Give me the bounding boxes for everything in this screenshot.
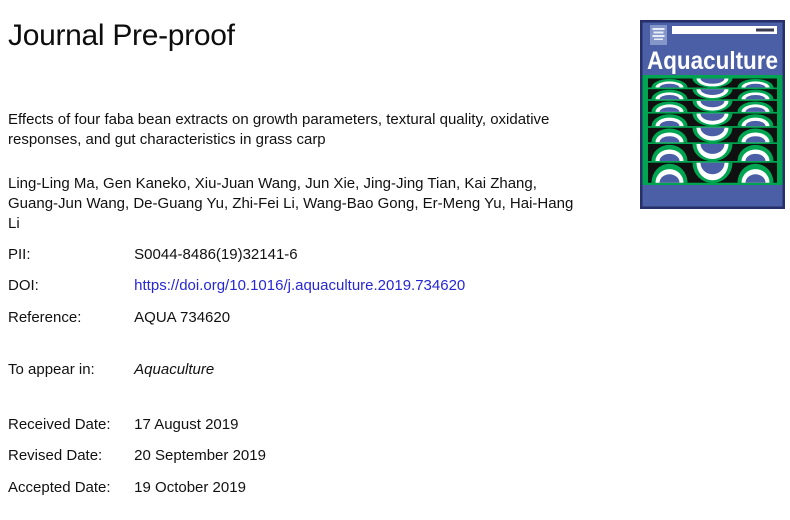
cover-issn-text bbox=[756, 29, 774, 32]
author-list bbox=[8, 174, 573, 234]
article-title-line: responses, and gut characteristics in grass carp bbox=[8, 131, 326, 148]
accepted-date-label: Accepted Date: bbox=[8, 479, 111, 496]
page-title: Journal Pre-proof bbox=[8, 19, 235, 52]
accepted-date-value: 19 October 2019 bbox=[134, 479, 246, 496]
received-date-value: 17 August 2019 bbox=[134, 416, 239, 433]
to-appear-in-label: To appear in: bbox=[8, 361, 95, 378]
author-line: Ling-Ling Ma, Gen Kaneko, Xiu-Juan Wang, Jun Xie, Jing-Jing Tian, Kai Zhang, bbox=[8, 175, 537, 192]
pii-value: S0044-8486(19)32141-6 bbox=[134, 246, 298, 263]
journal-cover bbox=[640, 20, 785, 209]
accepted-date-row bbox=[8, 479, 246, 497]
author-line: Guang-Jun Wang, De-Guang Yu, Zhi-Fei Li, Wang-Bao Gong, Er-Meng Yu, Hai-Hang bbox=[8, 195, 574, 212]
doi-link[interactable]: https://doi.org/10.1016/j.aquaculture.2019.734620 bbox=[134, 277, 466, 294]
revised-date-label: Revised Date: bbox=[8, 447, 103, 464]
aquaculture-cover-art bbox=[640, 20, 785, 209]
article-title bbox=[8, 110, 549, 150]
doi-row bbox=[8, 277, 465, 295]
journal-name: Aquaculture bbox=[647, 47, 779, 75]
reference-label: Reference: bbox=[8, 309, 82, 326]
pii-label: PII: bbox=[8, 246, 31, 263]
revised-date-row bbox=[8, 447, 266, 465]
author-line: Li bbox=[8, 215, 20, 232]
pii-row bbox=[8, 246, 298, 264]
to-appear-in-value: Aquaculture bbox=[134, 361, 215, 378]
received-date-row bbox=[8, 416, 238, 434]
to-appear-in-row bbox=[8, 361, 214, 379]
article-title-line: Effects of four faba bean extracts on growth parameters, textural quality, oxidative bbox=[8, 111, 550, 128]
elsevier-logo bbox=[650, 25, 667, 45]
received-date-label: Received Date: bbox=[8, 416, 111, 433]
revised-date-value: 20 September 2019 bbox=[134, 447, 266, 464]
reference-value: AQUA 734620 bbox=[134, 309, 231, 326]
reference-row bbox=[8, 309, 230, 327]
doi-label: DOI: bbox=[8, 277, 39, 294]
